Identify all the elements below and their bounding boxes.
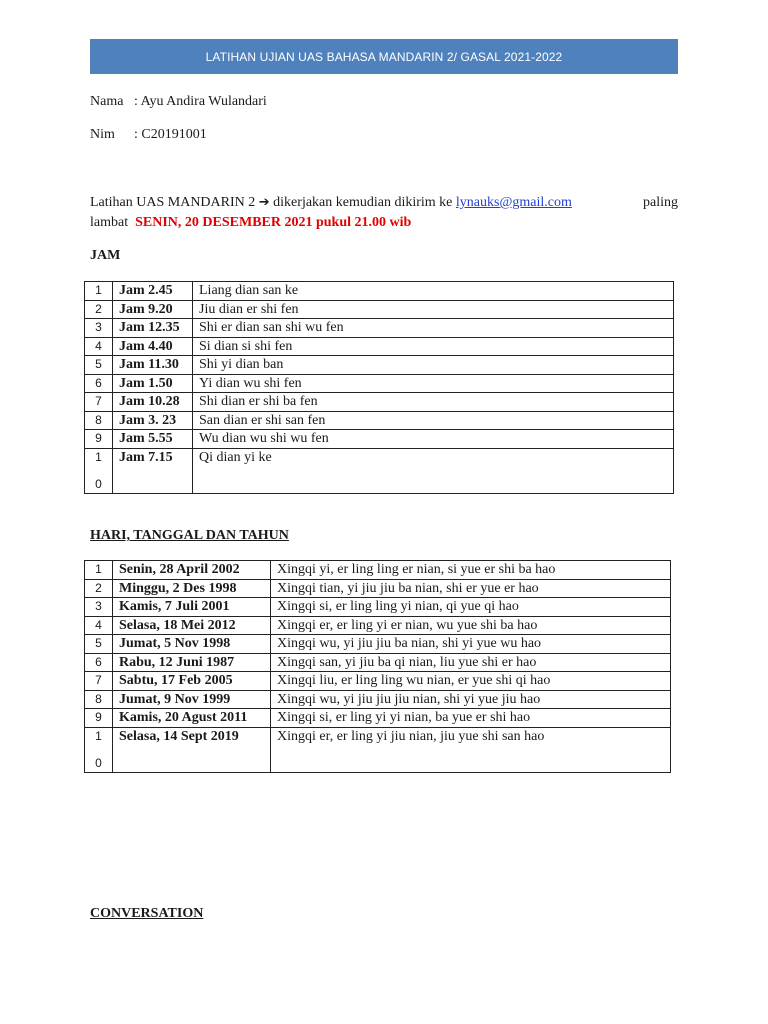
date-cell: Jumat, 9 Nov 1999 — [113, 690, 271, 709]
answer-cell: Xingqi tian, yi jiu jiu ba nian, shi er yue er hao — [271, 579, 671, 598]
time-cell: Jam 4.40 — [113, 337, 193, 356]
jam-row — [85, 356, 674, 375]
row-number: 7 — [85, 672, 113, 691]
date-cell: Senin, 28 April 2002 — [113, 561, 271, 580]
instructions-paragraph — [90, 193, 678, 233]
answer-cell: Jiu dian er shi fen — [193, 300, 674, 319]
row-number: 4 — [85, 337, 113, 356]
jam-row — [85, 319, 674, 338]
jam-row — [85, 411, 674, 430]
row-number: 9 — [85, 709, 113, 728]
jam-row — [85, 337, 674, 356]
jam-row — [85, 374, 674, 393]
row-number: 5 — [85, 635, 113, 654]
answer-cell: Shi dian er shi ba fen — [193, 393, 674, 412]
deadline-text: SENIN, 20 DESEMBER 2021 pukul 21.00 wib — [135, 215, 412, 230]
row-number: 3 — [85, 598, 113, 617]
conversation-section-title: CONVERSATION — [90, 906, 204, 921]
answer-cell: Xingqi yi, er ling ling er nian, si yue er shi ba hao — [271, 561, 671, 580]
hari-row — [85, 690, 671, 709]
instructions-lambat: lambat — [90, 215, 129, 230]
answer-cell: Xingqi wu, yi jiu jiu jiu nian, shi yi yue jiu hao — [271, 690, 671, 709]
hari-row — [85, 598, 671, 617]
row-number: 3 — [85, 319, 113, 338]
name-label: Nama — [90, 94, 124, 109]
instructions-text-2: dikerjakan kemudian dikirim ke — [273, 195, 453, 210]
date-cell: Kamis, 7 Juli 2001 — [113, 598, 271, 617]
email-link[interactable]: lynauks@gmail.com — [455, 195, 572, 210]
student-name-row — [90, 94, 267, 110]
jam-row — [85, 448, 674, 493]
date-cell: Selasa, 14 Sept 2019 — [113, 727, 271, 772]
answer-cell: Xingqi san, yi jiu ba qi nian, liu yue shi er hao — [271, 653, 671, 672]
time-cell: Jam 3. 23 — [113, 411, 193, 430]
nim-label: Nim — [90, 127, 115, 142]
time-cell: Jam 9.20 — [113, 300, 193, 319]
answer-cell: Xingqi si, er ling ling yi nian, qi yue qi hao — [271, 598, 671, 617]
nim-value: : C20191001 — [134, 127, 207, 142]
answer-cell: Xingqi wu, yi jiu jiu ba nian, shi yi yue wu hao — [271, 635, 671, 654]
hari-section-title: HARI, TANGGAL DAN TAHUN — [90, 528, 289, 543]
jam-row — [85, 282, 674, 301]
time-cell: Jam 11.30 — [113, 356, 193, 375]
date-cell: Selasa, 18 Mei 2012 — [113, 616, 271, 635]
header-bar — [90, 39, 678, 74]
answer-cell: Liang dian san ke — [193, 282, 674, 301]
date-cell: Rabu, 12 Juni 1987 — [113, 653, 271, 672]
row-number: 2 — [85, 579, 113, 598]
row-number: 8 — [85, 411, 113, 430]
row-number: 2 — [85, 300, 113, 319]
date-cell: Minggu, 2 Des 1998 — [113, 579, 271, 598]
time-cell: Jam 5.55 — [113, 430, 193, 449]
row-number: 9 — [85, 430, 113, 449]
row-number: 1 — [85, 282, 113, 301]
answer-cell: Qi dian yi ke — [193, 448, 674, 493]
row-number: 5 — [85, 356, 113, 375]
jam-row — [85, 430, 674, 449]
answer-cell: Xingqi er, er ling yi er nian, wu yue shi ba hao — [271, 616, 671, 635]
row-number: 1 0 — [85, 448, 113, 493]
hari-row — [85, 709, 671, 728]
instructions-paling: paling — [643, 195, 678, 210]
row-number: 8 — [85, 690, 113, 709]
instructions-text: Latihan UAS MANDARIN 2 — [90, 195, 256, 210]
time-cell: Jam 1.50 — [113, 374, 193, 393]
time-cell: Jam 2.45 — [113, 282, 193, 301]
row-number: 6 — [85, 374, 113, 393]
jam-section-title: JAM — [90, 248, 121, 263]
answer-cell: Yi dian wu shi fen — [193, 374, 674, 393]
jam-row — [85, 393, 674, 412]
answer-cell: Xingqi si, er ling yi yi nian, ba yue er shi hao — [271, 709, 671, 728]
answer-cell: Wu dian wu shi wu fen — [193, 430, 674, 449]
answer-cell: Si dian si shi fen — [193, 337, 674, 356]
date-cell: Kamis, 20 Agust 2011 — [113, 709, 271, 728]
jam-table — [84, 281, 674, 494]
hari-row — [85, 635, 671, 654]
hari-table — [84, 560, 671, 773]
hari-row — [85, 653, 671, 672]
time-cell: Jam 10.28 — [113, 393, 193, 412]
row-number: 6 — [85, 653, 113, 672]
row-number: 1 — [85, 561, 113, 580]
answer-cell: Xingqi liu, er ling ling wu nian, er yue shi qi hao — [271, 672, 671, 691]
arrow-right-icon: ➔ — [258, 195, 270, 210]
time-cell: Jam 12.35 — [113, 319, 193, 338]
name-value: : Ayu Andira Wulandari — [134, 94, 267, 109]
answer-cell: Shi yi dian ban — [193, 356, 674, 375]
hari-row — [85, 672, 671, 691]
student-nim-row — [90, 127, 207, 143]
hari-row — [85, 727, 671, 772]
hari-row — [85, 561, 671, 580]
hari-row — [85, 616, 671, 635]
answer-cell: Shi er dian san shi wu fen — [193, 319, 674, 338]
row-number: 1 0 — [85, 727, 113, 772]
hari-row — [85, 579, 671, 598]
row-number: 4 — [85, 616, 113, 635]
answer-cell: Xingqi er, er ling yi jiu nian, jiu yue shi san hao — [271, 727, 671, 772]
answer-cell: San dian er shi san fen — [193, 411, 674, 430]
date-cell: Sabtu, 17 Feb 2005 — [113, 672, 271, 691]
row-number: 7 — [85, 393, 113, 412]
jam-row — [85, 300, 674, 319]
date-cell: Jumat, 5 Nov 1998 — [113, 635, 271, 654]
document-title: LATIHAN UJIAN UAS BAHASA MANDARIN 2/ GASAL 2021-2022 — [205, 49, 563, 64]
time-cell: Jam 7.15 — [113, 448, 193, 493]
